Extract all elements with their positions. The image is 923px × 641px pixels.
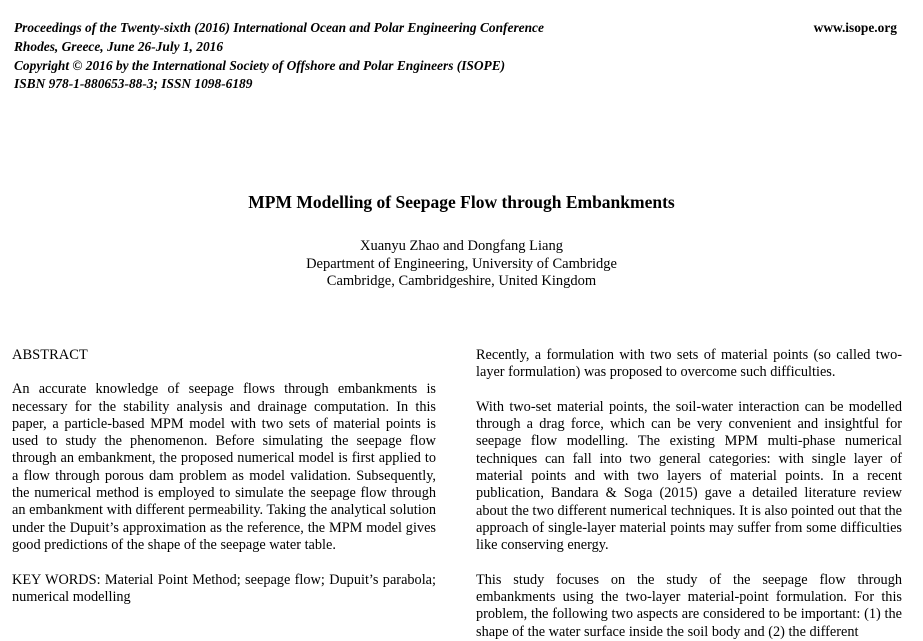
header-copyright-line: Copyright © 2016 by the International Society of Offshore and Polar Engineers (ISOPE) — [14, 57, 506, 73]
affiliation-location: Cambridge, Cambridgeshire, United Kingdom — [326, 273, 597, 289]
abstract-heading: ABSTRACT — [12, 347, 88, 363]
intro-paragraph-2: With two-set material points, the soil-water interaction can be modelled through a drag force, which can be very convenient and insightful for seepage flow modelling. The existing MPM multi-phase numerical techniques can fall into two general categories: with single layer of material points and with two layers of material points. In a recent publication, Bandara & Soga (2015) gave a detailed literature review about the two different numerical techniques. It is also pointed out that the approach of single-layer material points may suffer from some difficulties like conserving energy. — [476, 398, 902, 554]
intro-paragraph-1: Recently, a formulation with two sets of material points (so called two-layer formulation) was proposed to overcome such difficulties. — [476, 347, 902, 381]
header-conference-line: Proceedings of the Twenty-sixth (2016) International Ocean and Polar Engineering Conference — [14, 20, 544, 35]
intro-paragraph-3: This study focuses on the study of the seepage flow through embankments using the two-layer material-point formulation. For this problem, the following two aspects are considered to be important: (1) the shape of the water surface inside the soil body and (2) the different — [476, 571, 902, 640]
left-column — [12, 347, 436, 606]
website-link[interactable]: www.isope.org — [813, 20, 897, 35]
author-names: Xuanyu Zhao and Dongfang Liang — [360, 238, 563, 254]
header-location-line: Rhodes, Greece, June 26-July 1, 2016 — [14, 38, 224, 54]
right-column — [476, 347, 902, 641]
proceedings-header — [14, 19, 544, 94]
author-block — [0, 238, 923, 291]
affiliation-department: Department of Engineering, University of Cambridge — [306, 255, 617, 272]
paper-title: MPM Modelling of Seepage Flow through Embankments — [248, 192, 675, 212]
keywords: KEY WORDS: Material Point Method; seepage flow; Dupuit’s parabola; numerical modelling — [12, 571, 436, 605]
header-isbn-line: ISBN 978-1-880653-88-3; ISSN 1098-6189 — [14, 76, 253, 92]
abstract-text: An accurate knowledge of seepage flows through embankments is necessary for the stability analysis and drainage computation. In this paper, a particle-based MPM model with two sets of material points is used to study the phenomenon. Before simulating the seepage flow through an embankment, the proposed numerical model is first applied to a flow through porous dam problem as model validation. Subsequently, the numerical method is employed to simulate the seepage flow through an embankment with different permeability. Taking the analytical solution under the Dupuit’s approximation as the reference, the MPM model gives good predictions of the shape of the seepage water table. — [12, 381, 436, 553]
